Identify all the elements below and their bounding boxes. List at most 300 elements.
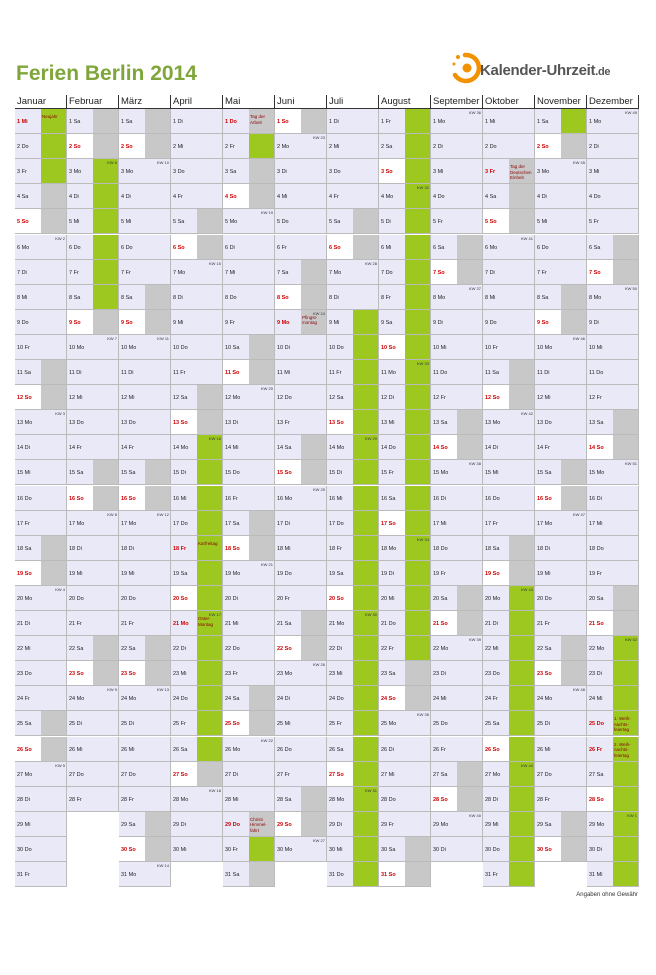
day-cell	[535, 209, 587, 234]
school-holiday-marker	[353, 511, 378, 535]
day-label: 12 Di	[381, 395, 394, 402]
school-holiday-marker	[197, 711, 222, 735]
day-label: 14 So	[589, 445, 604, 452]
day-cell	[379, 737, 431, 762]
day-label: 4 Mi	[277, 194, 288, 201]
day-label: 4 Do	[589, 194, 601, 201]
weekend-marker	[457, 762, 482, 786]
day-label: 15 Sa	[69, 470, 84, 477]
day-label: 6 Di	[225, 244, 235, 251]
day-cell	[171, 184, 223, 209]
day-cell	[431, 235, 483, 260]
day-cell	[171, 686, 223, 711]
day-cell	[483, 762, 535, 787]
day-label: 2 Do	[17, 144, 29, 151]
day-cell	[587, 460, 639, 485]
day-label: 24 Di	[277, 696, 290, 703]
weekend-marker	[41, 737, 66, 761]
day-cell	[535, 661, 587, 686]
school-holiday-marker	[41, 109, 66, 133]
day-label: 18 Do	[589, 545, 604, 552]
day-label: 20 Sa	[433, 595, 448, 602]
day-label: 19 So	[17, 570, 32, 577]
disclaimer: Angaben ohne Gewähr	[576, 892, 638, 898]
weekend-marker	[145, 812, 170, 836]
day-cell	[171, 460, 223, 485]
day-cell	[15, 536, 67, 561]
day-cell	[431, 737, 483, 762]
day-cell	[483, 134, 535, 159]
day-label: 7 Mo	[329, 269, 342, 276]
day-cell	[15, 310, 67, 335]
school-holiday-marker	[613, 661, 638, 685]
day-cell	[379, 310, 431, 335]
day-cell	[119, 310, 171, 335]
day-label: 7 Di	[17, 269, 27, 276]
day-cell	[15, 410, 67, 435]
day-label: 20 Do	[121, 595, 136, 602]
day-cell	[275, 360, 327, 385]
weekend-marker	[613, 611, 638, 635]
day-cell	[119, 385, 171, 410]
day-label: 13 Fr	[277, 420, 290, 427]
weekend-marker	[613, 260, 638, 284]
day-cell	[171, 285, 223, 310]
day-label: 13 Do	[69, 420, 84, 427]
day-label: 16 So	[537, 495, 552, 502]
day-label: 18 So	[225, 545, 240, 552]
weekend-marker	[197, 410, 222, 434]
day-cell	[119, 134, 171, 159]
day-cell	[431, 435, 483, 460]
day-label: 25 Mi	[277, 721, 291, 728]
day-label: 9 Di	[433, 319, 443, 326]
weekend-marker	[145, 109, 170, 133]
day-cell	[15, 511, 67, 536]
week-number: KW 13	[156, 687, 169, 693]
day-cell	[483, 837, 535, 862]
weekend-marker	[457, 260, 482, 284]
day-cell	[327, 611, 379, 636]
weekend-marker	[197, 209, 222, 233]
day-cell	[15, 385, 67, 410]
day-label: 3 Fr	[17, 169, 27, 176]
day-cell	[431, 586, 483, 611]
day-label: 27 Mo	[17, 771, 33, 778]
school-holiday-marker	[405, 486, 430, 510]
day-label: 2 Sa	[381, 144, 393, 151]
day-label: 11 Di	[69, 370, 82, 376]
day-label: 6 Do	[121, 244, 133, 251]
day-label: 14 Di	[17, 445, 30, 452]
day-cell	[483, 410, 535, 435]
day-label: 4 Sa	[17, 194, 29, 201]
school-holiday-marker	[353, 762, 378, 786]
day-label: 3 Mi	[589, 169, 600, 176]
weekend-marker	[93, 460, 118, 484]
day-label: 25 Di	[69, 721, 82, 728]
day-cell	[223, 360, 275, 385]
week-number: KW 17	[208, 612, 221, 617]
day-cell	[431, 184, 483, 209]
day-label: 25 Mo	[381, 721, 397, 728]
day-label: 27 Sa	[433, 771, 448, 778]
holiday-label: Pfingst- montag	[302, 314, 318, 326]
weekend-marker	[457, 435, 482, 459]
day-cell	[431, 109, 483, 134]
day-cell	[535, 737, 587, 762]
day-label: 25 Sa	[17, 721, 32, 728]
day-label: 11 Mi	[277, 370, 291, 376]
day-cell	[119, 711, 171, 736]
day-label: 25 Fr	[173, 721, 186, 728]
day-cell	[483, 812, 535, 837]
day-label: 19 Do	[277, 570, 292, 577]
day-label: 27 Sa	[589, 771, 604, 778]
school-holiday-marker	[197, 460, 222, 484]
day-label: 9 Mi	[173, 319, 184, 326]
day-cell	[535, 360, 587, 385]
day-label: 2 Di	[433, 144, 443, 151]
weekend-marker	[197, 762, 222, 786]
day-label: 7 So	[589, 269, 601, 276]
day-label: 25 Fr	[329, 721, 342, 728]
weekend-marker	[509, 360, 534, 384]
logo-text: Kalender-Uhrzeit.de	[480, 62, 611, 79]
holiday-label: Tag der Deutschen Einheit	[510, 164, 532, 181]
day-cell	[171, 787, 223, 812]
school-holiday-marker	[353, 837, 378, 861]
week-number: KW 45	[572, 160, 585, 166]
day-label: 5 Di	[381, 219, 391, 226]
day-cell	[275, 385, 327, 410]
week-number: KW 39	[468, 637, 481, 643]
weekend-marker	[93, 134, 118, 158]
weekend-marker	[301, 611, 326, 635]
day-cell	[379, 109, 431, 134]
day-cell	[483, 511, 535, 536]
week-number: KW 46	[572, 335, 585, 341]
day-cell	[67, 435, 119, 460]
day-cell	[379, 837, 431, 862]
day-cell	[223, 235, 275, 260]
day-label: 17 So	[381, 520, 396, 527]
day-label: 25 Do	[589, 721, 604, 728]
day-label: 18 Sa	[485, 545, 500, 552]
day-cell	[119, 536, 171, 561]
day-cell	[535, 561, 587, 586]
day-cell	[67, 511, 119, 536]
day-label: 13 Sa	[433, 420, 448, 427]
year-calendar	[15, 95, 639, 890]
day-cell	[15, 285, 67, 310]
day-label: 10 Di	[277, 344, 290, 351]
weekend-marker	[145, 486, 170, 510]
school-holiday-marker	[353, 586, 378, 610]
day-label: 14 Mo	[329, 445, 345, 452]
day-label: 24 Do	[329, 696, 344, 703]
day-cell	[587, 586, 639, 611]
day-cell	[379, 586, 431, 611]
day-cell	[379, 611, 431, 636]
holiday-label: 1. Weih- nachts- feiertag	[614, 716, 631, 733]
day-label: 14 Mo	[173, 445, 189, 452]
day-cell	[119, 486, 171, 511]
day-label: 2 Mo	[277, 144, 290, 151]
day-label: 18 Sa	[17, 545, 32, 552]
day-label: 14 Fr	[69, 445, 82, 452]
day-label: 24 Sa	[225, 696, 240, 703]
day-label: 13 Do	[537, 420, 552, 427]
day-cell	[67, 762, 119, 787]
weekend-marker	[93, 109, 118, 133]
school-holiday-marker	[41, 159, 66, 183]
school-holiday-marker	[405, 636, 430, 660]
day-label: 18 Di	[69, 545, 82, 552]
day-cell	[275, 812, 327, 837]
day-cell	[483, 787, 535, 812]
day-cell	[275, 711, 327, 736]
day-label: 8 Di	[329, 294, 339, 301]
day-cell	[379, 561, 431, 586]
day-label: 2 Fr	[225, 144, 235, 151]
day-cell	[379, 812, 431, 837]
day-cell	[483, 159, 535, 184]
day-label: 6 Mo	[485, 244, 498, 251]
day-cell	[431, 787, 483, 812]
school-holiday-marker	[353, 335, 378, 359]
week-number: KW 4	[55, 586, 65, 592]
day-label: 23 Di	[433, 671, 446, 678]
school-holiday-marker	[197, 536, 222, 560]
day-cell	[431, 686, 483, 711]
day-cell	[171, 335, 223, 360]
week-number: KW 52	[624, 637, 637, 643]
day-cell	[379, 486, 431, 511]
day-label: 11 Fr	[329, 370, 342, 376]
day-label: 29 Mo	[589, 821, 605, 828]
day-cell	[483, 335, 535, 360]
weekend-marker	[405, 862, 430, 886]
day-cell	[223, 636, 275, 661]
day-cell	[119, 661, 171, 686]
day-cell	[119, 762, 171, 787]
day-cell	[327, 711, 379, 736]
day-cell	[15, 184, 67, 209]
school-holiday-marker	[93, 209, 118, 233]
day-cell	[275, 787, 327, 812]
day-label: 4 Di	[537, 194, 547, 201]
day-label: 27 So	[329, 771, 344, 778]
day-label: 9 Di	[589, 319, 599, 326]
day-label: 17 Sa	[225, 520, 240, 527]
day-label: 31 Do	[329, 872, 344, 878]
day-label: 20 Fr	[277, 595, 290, 602]
day-cell	[275, 260, 327, 285]
weekend-marker	[353, 235, 378, 259]
day-cell	[431, 837, 483, 862]
day-cell	[67, 586, 119, 611]
week-number: KW 18	[208, 787, 221, 793]
day-cell	[275, 661, 327, 686]
day-cell	[275, 235, 327, 260]
day-cell	[587, 260, 639, 285]
month-header: Oktober	[483, 95, 535, 109]
day-label: 13 Do	[121, 420, 136, 427]
day-label: 25 Di	[121, 721, 134, 728]
day-label: 17 Do	[173, 520, 188, 527]
week-number: KW 27	[312, 837, 325, 843]
day-cell	[119, 837, 171, 862]
week-number: KW 29	[364, 436, 377, 442]
school-holiday-marker	[353, 385, 378, 409]
day-label: 26 Mo	[225, 746, 241, 753]
day-cell	[327, 285, 379, 310]
day-label: 31 Fr	[17, 872, 30, 878]
day-label: 18 Di	[537, 545, 550, 552]
day-label: 9 So	[121, 319, 133, 326]
day-cell	[535, 536, 587, 561]
holiday-label: Tag der Arbeit	[250, 114, 266, 125]
day-cell	[119, 410, 171, 435]
day-cell	[119, 184, 171, 209]
weekend-marker	[613, 586, 638, 610]
day-cell	[483, 686, 535, 711]
day-cell	[15, 737, 67, 762]
weekend-marker	[145, 134, 170, 158]
day-cell	[275, 184, 327, 209]
week-number: KW 49	[624, 110, 637, 115]
day-label: 6 Sa	[589, 244, 601, 251]
day-label: 10 Do	[173, 344, 188, 351]
day-cell	[275, 134, 327, 159]
day-cell	[587, 410, 639, 435]
day-cell	[327, 486, 379, 511]
day-cell	[15, 711, 67, 736]
day-label: 5 Mi	[121, 219, 132, 226]
day-label: 5 Sa	[173, 219, 185, 226]
day-cell	[223, 310, 275, 335]
day-label: 1 Mi	[485, 119, 496, 125]
weekend-marker	[249, 711, 274, 735]
day-label: 16 Mo	[277, 495, 293, 502]
day-label: 10 Mo	[121, 344, 137, 351]
day-cell	[379, 762, 431, 787]
day-cell	[67, 260, 119, 285]
day-label: 16 Do	[485, 495, 500, 502]
day-label: 1 Di	[173, 119, 183, 125]
day-cell	[587, 285, 639, 310]
weekend-marker	[561, 636, 586, 660]
day-label: 4 Fr	[329, 194, 339, 201]
day-cell	[275, 737, 327, 762]
school-holiday-marker	[613, 762, 638, 786]
day-cell	[67, 285, 119, 310]
month-header: September	[431, 95, 483, 109]
day-cell	[223, 837, 275, 862]
day-cell	[119, 235, 171, 260]
day-label: 20 Mo	[17, 595, 33, 602]
day-cell	[15, 611, 67, 636]
holiday-label: Karfreitag	[198, 540, 218, 546]
weekend-marker	[561, 812, 586, 836]
weekend-marker	[457, 235, 482, 259]
weekend-marker	[457, 410, 482, 434]
school-holiday-marker	[613, 787, 638, 811]
day-label: 29 Mi	[17, 821, 31, 828]
day-label: 14 Di	[485, 445, 498, 452]
weekend-marker	[197, 385, 222, 409]
day-label: 10 Do	[329, 344, 344, 351]
week-number: KW 34	[416, 536, 429, 542]
day-label: 16 Sa	[381, 495, 396, 502]
day-cell	[275, 837, 327, 862]
day-cell	[223, 335, 275, 360]
school-holiday-marker	[405, 511, 430, 535]
day-cell	[327, 460, 379, 485]
weekend-marker	[249, 335, 274, 359]
day-cell	[587, 235, 639, 260]
day-label: 3 So	[381, 169, 393, 176]
weekend-marker	[561, 661, 586, 685]
day-label: 30 Sa	[381, 846, 396, 853]
month-header: Januar	[15, 95, 67, 109]
day-cell	[327, 511, 379, 536]
day-label: 3 Mi	[433, 169, 444, 176]
day-cell	[223, 460, 275, 485]
day-label: 20 Mi	[381, 595, 395, 602]
day-label: 5 Mi	[537, 219, 548, 226]
day-cell	[275, 536, 327, 561]
day-label: 11 Sa	[485, 370, 499, 376]
day-cell	[119, 561, 171, 586]
week-number: KW 1	[627, 812, 637, 818]
day-label: 2 Mi	[329, 144, 340, 151]
day-label: 30 Do	[17, 846, 32, 853]
day-label: 16 So	[69, 495, 84, 502]
day-label: 28 Fr	[537, 796, 550, 803]
day-label: 24 Fr	[485, 696, 498, 703]
day-cell	[327, 561, 379, 586]
day-label: 7 So	[433, 269, 445, 276]
day-cell	[587, 711, 639, 736]
day-label: 7 Fr	[69, 269, 79, 276]
day-cell	[327, 661, 379, 686]
clock-logo-icon	[452, 50, 482, 90]
day-cell	[171, 159, 223, 184]
weekend-marker	[249, 536, 274, 560]
day-label: 28 Di	[485, 796, 498, 803]
day-label: 26 So	[485, 746, 500, 753]
day-label: 1 Di	[329, 119, 339, 125]
day-cell	[431, 561, 483, 586]
day-label: 23 Fr	[225, 671, 238, 678]
day-label: 21 Di	[485, 621, 498, 627]
day-label: 26 Mi	[537, 746, 551, 753]
day-label: 21 So	[589, 621, 604, 627]
school-holiday-marker	[93, 235, 118, 259]
day-label: 1 Sa	[537, 119, 549, 125]
day-label: 6 Mo	[17, 244, 30, 251]
day-label: 13 Di	[225, 420, 238, 427]
day-cell	[587, 184, 639, 209]
day-label: 8 Mo	[589, 294, 602, 301]
day-cell	[67, 561, 119, 586]
weekend-marker	[561, 837, 586, 861]
day-label: 13 So	[329, 420, 344, 427]
day-label: 20 Do	[69, 595, 84, 602]
day-cell	[327, 737, 379, 762]
